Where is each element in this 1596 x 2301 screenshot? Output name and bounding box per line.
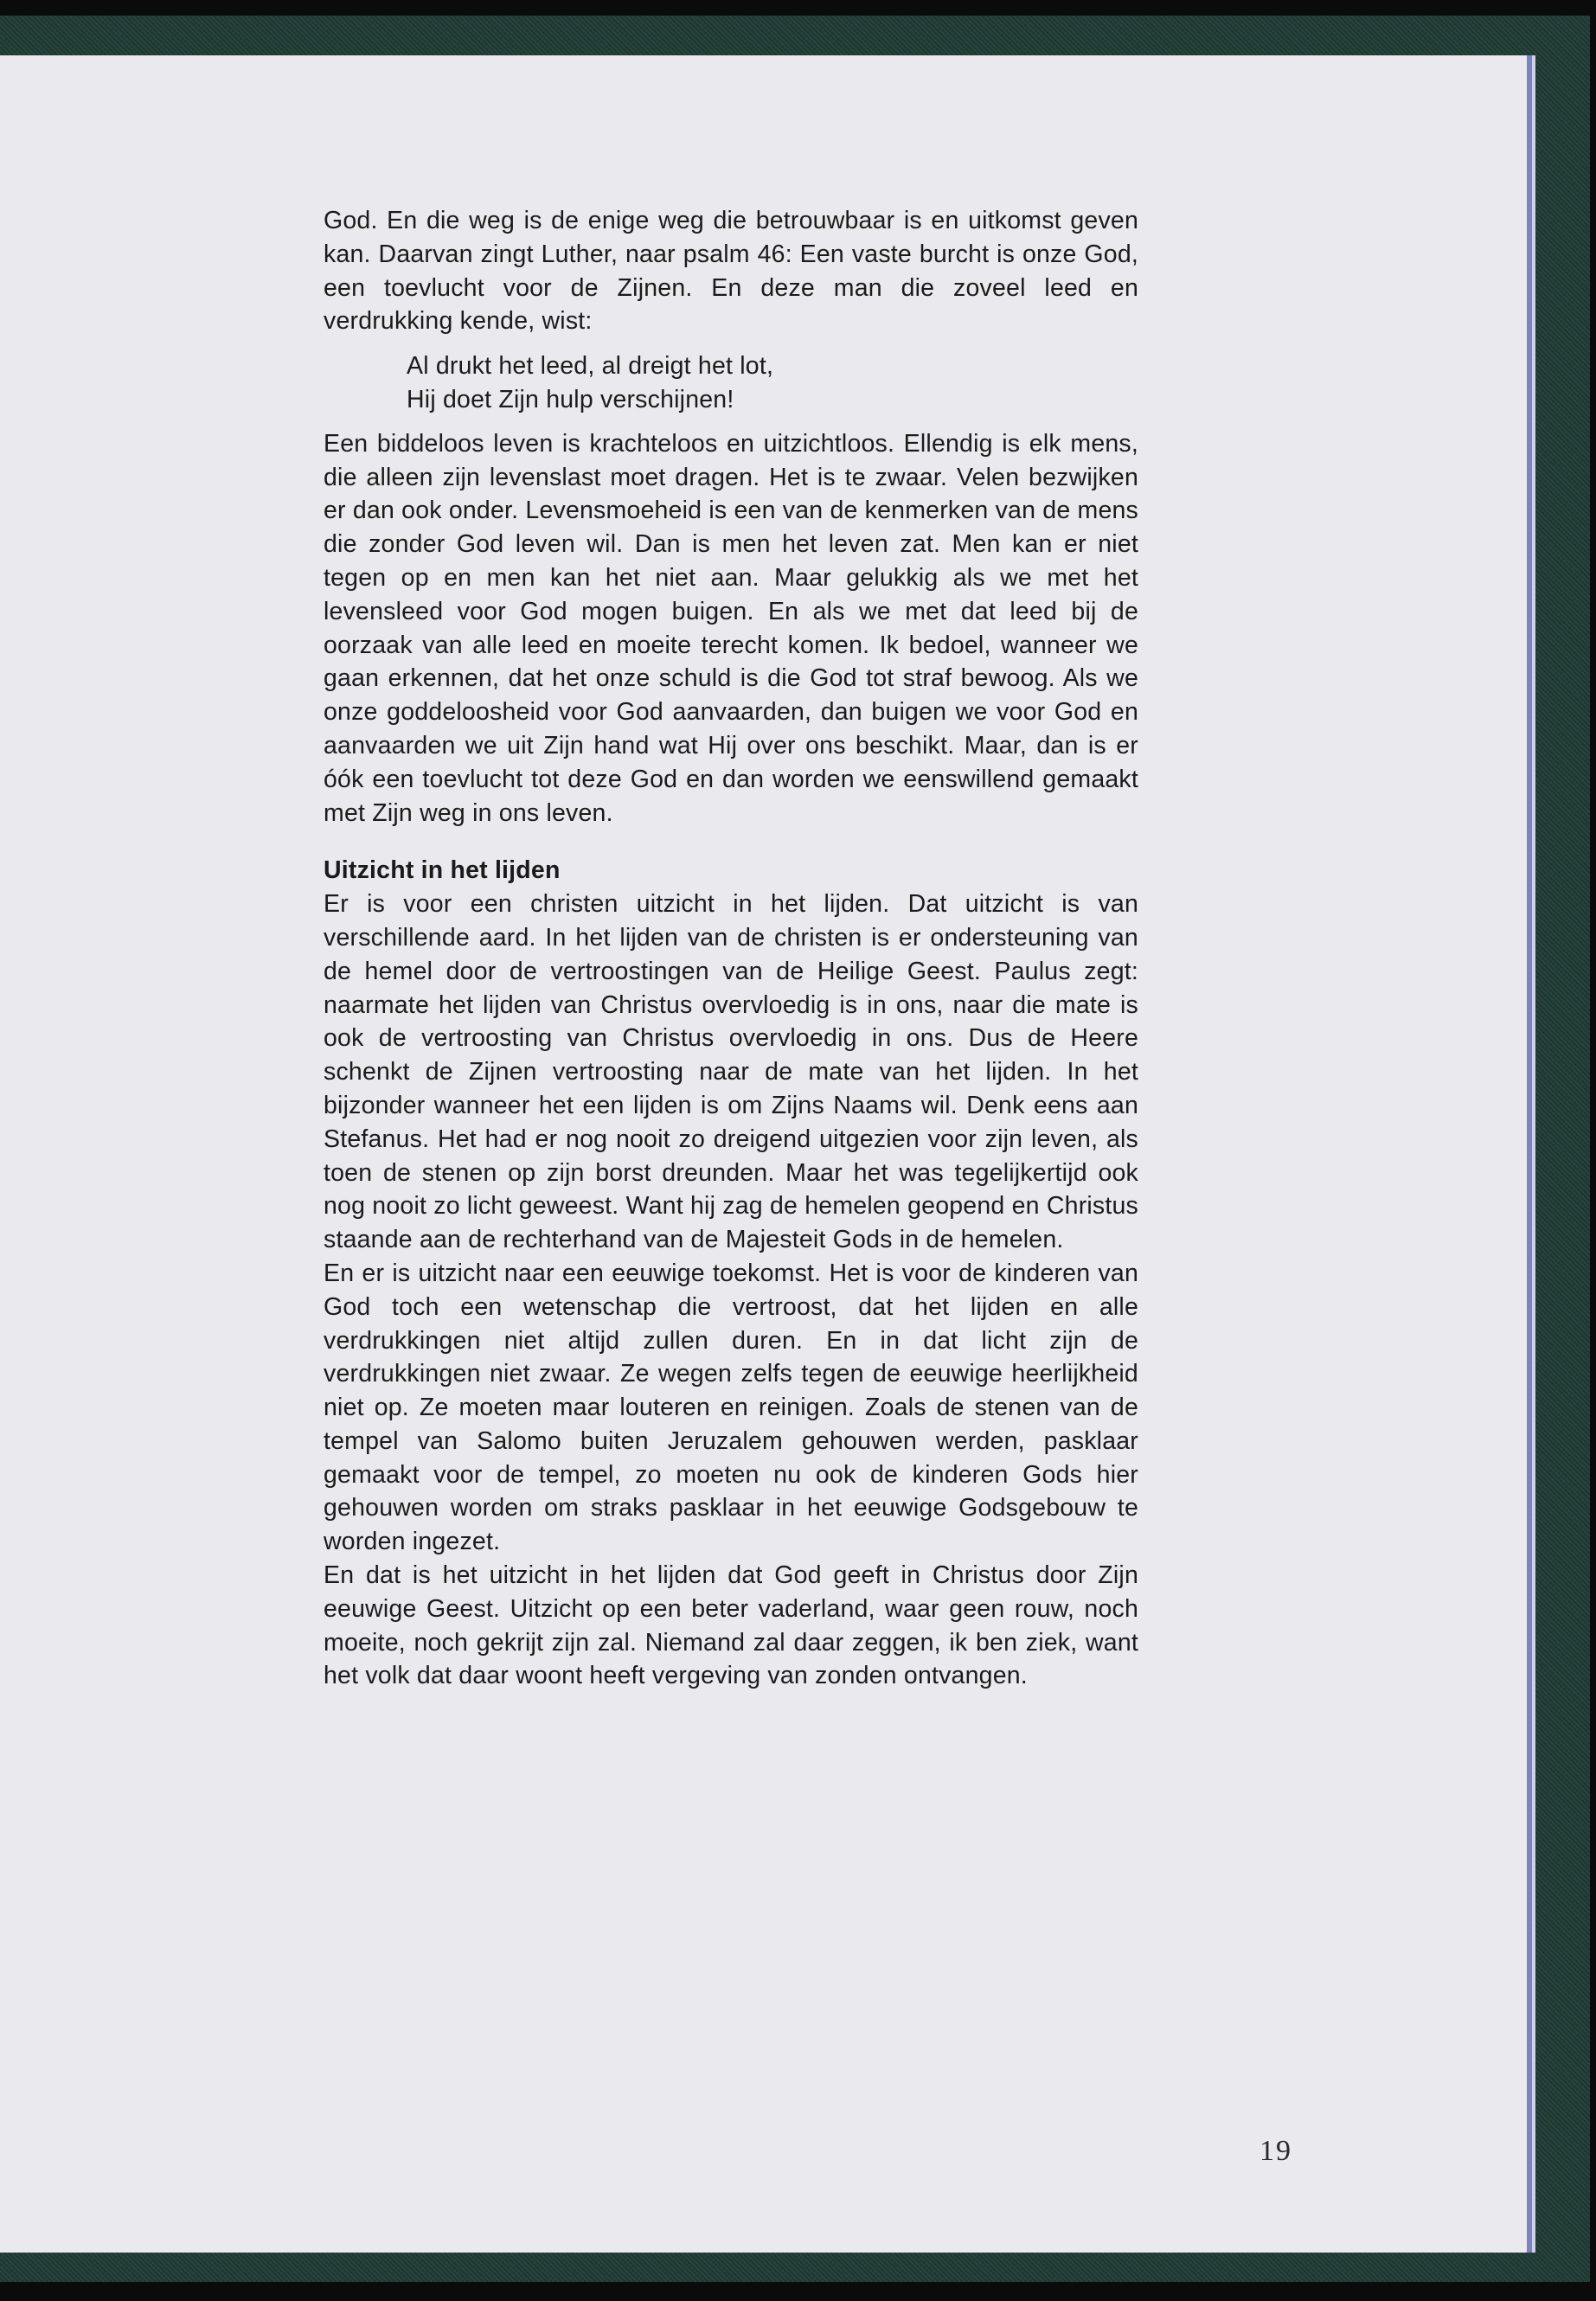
page-edge xyxy=(1527,55,1530,2253)
poem-line-2: Hij doet Zijn hulp verschijnen! xyxy=(407,385,734,413)
paragraph-3: Er is voor een christen uitzicht in het lijden. Dat uitzicht is van verschillende aard. In het lijden van de christen is er ondersteuning van de hemel door de vertroostingen van de Heilige Geest. Paulus zegt: naarmate het lijden van Christus overvloedig is in ons, naar die mate is ook de vertroosting van Christus overvloedig in ons. Dus de Heere schenkt de Zijnen vertroosting naar de mate van het lijden. In het bijzonder wanneer het een lijden is om Zijns Naams wil. Denk eens aan Stefanus. Het had er nog nooit zo dreigend uitgezien voor zijn leven, als toen de stenen op zijn borst dreunden. Maar het was tegelijkertijd ook nog nooit zo licht geweest. Want hij zag de hemelen geopend en Christus staande aan de rechterhand van de Majesteit Gods in de hemelen. xyxy=(324,890,1138,1254)
paragraph-2: Een biddeloos leven is krachteloos en uitzichtloos. Ellendig is elk mens, die alleen zijn levenslast moet dragen. Het is te zwaar. Velen bezwijken er dan ook onder. Levensmoeheid is een van de kenmerken van de mens die zonder God leven wil. Dan is men het leven zat. Men kan er niet tegen op en men kan het niet aan. Maar gelukkig als we met het levensleed voor God mogen buigen. En als we met dat leed bij de oorzaak van alle leed en moeite terecht komen. Ik bedoel, wanneer we gaan erkennen, dat het onze schuld is die God tot straf bewoog. Als we onze goddeloosheid voor God aanvaarden, dan buigen we voor God en aanvaarden we uit Zijn hand wat Hij over ons beschikt. Maar, dan is er óók een toevlucht tot deze God en dan worden we eenswillend gemaakt met Zijn weg in ons leven. xyxy=(324,429,1138,827)
page-number: 19 xyxy=(1259,2135,1292,2167)
section-heading: Uitzicht in het lijden xyxy=(324,856,561,885)
paragraph-4: En er is uitzicht naar een eeuwige toekomst. Het is voor de kinderen van God toch een wetenschap die vertroost, dat het lijden en alle verdrukkingen niet altijd zullen duren. En in dat licht zijn de verdrukkingen niet zwaar. Ze wegen zelfs tegen de eeuwige heerlijkheid niet op. Ze moeten maar louteren en reinigen. Zoals de stenen van de tempel van Salomo buiten Jeruzalem gehouwen werden, pasklaar gemaakt voor de tempel, zo moeten nu ook de kinderen Gods hier gehouwen worden om straks pasklaar in het eeuwige Godsgebouw te worden ingezet. xyxy=(324,1259,1138,1556)
poem-quote xyxy=(407,349,1138,417)
paragraph-5: En dat is het uitzicht in het lijden dat God geeft in Christus door Zijn eeuwige Geest. Uitzicht op een beter vaderland, waar geen rouw, noch moeite, noch gekrijt zijn zal. Niemand zal daar zeggen, ik ben ziek, want het volk dat daar woont heeft vergeving van zonden ontvangen. xyxy=(324,1561,1138,1690)
body-text xyxy=(324,204,1138,1693)
poem-line-1: Al drukt het leed, al dreigt het lot, xyxy=(407,352,774,381)
paragraph-1: God. En die weg is de enige weg die betrouwbaar is en uitkomst geven kan. Daarvan zingt Luther, naar psalm 46: Een vaste burcht is onze God, een toevlucht voor de Zijnen. En deze man die zoveel leed en verdrukking kende, wist: xyxy=(324,207,1138,336)
